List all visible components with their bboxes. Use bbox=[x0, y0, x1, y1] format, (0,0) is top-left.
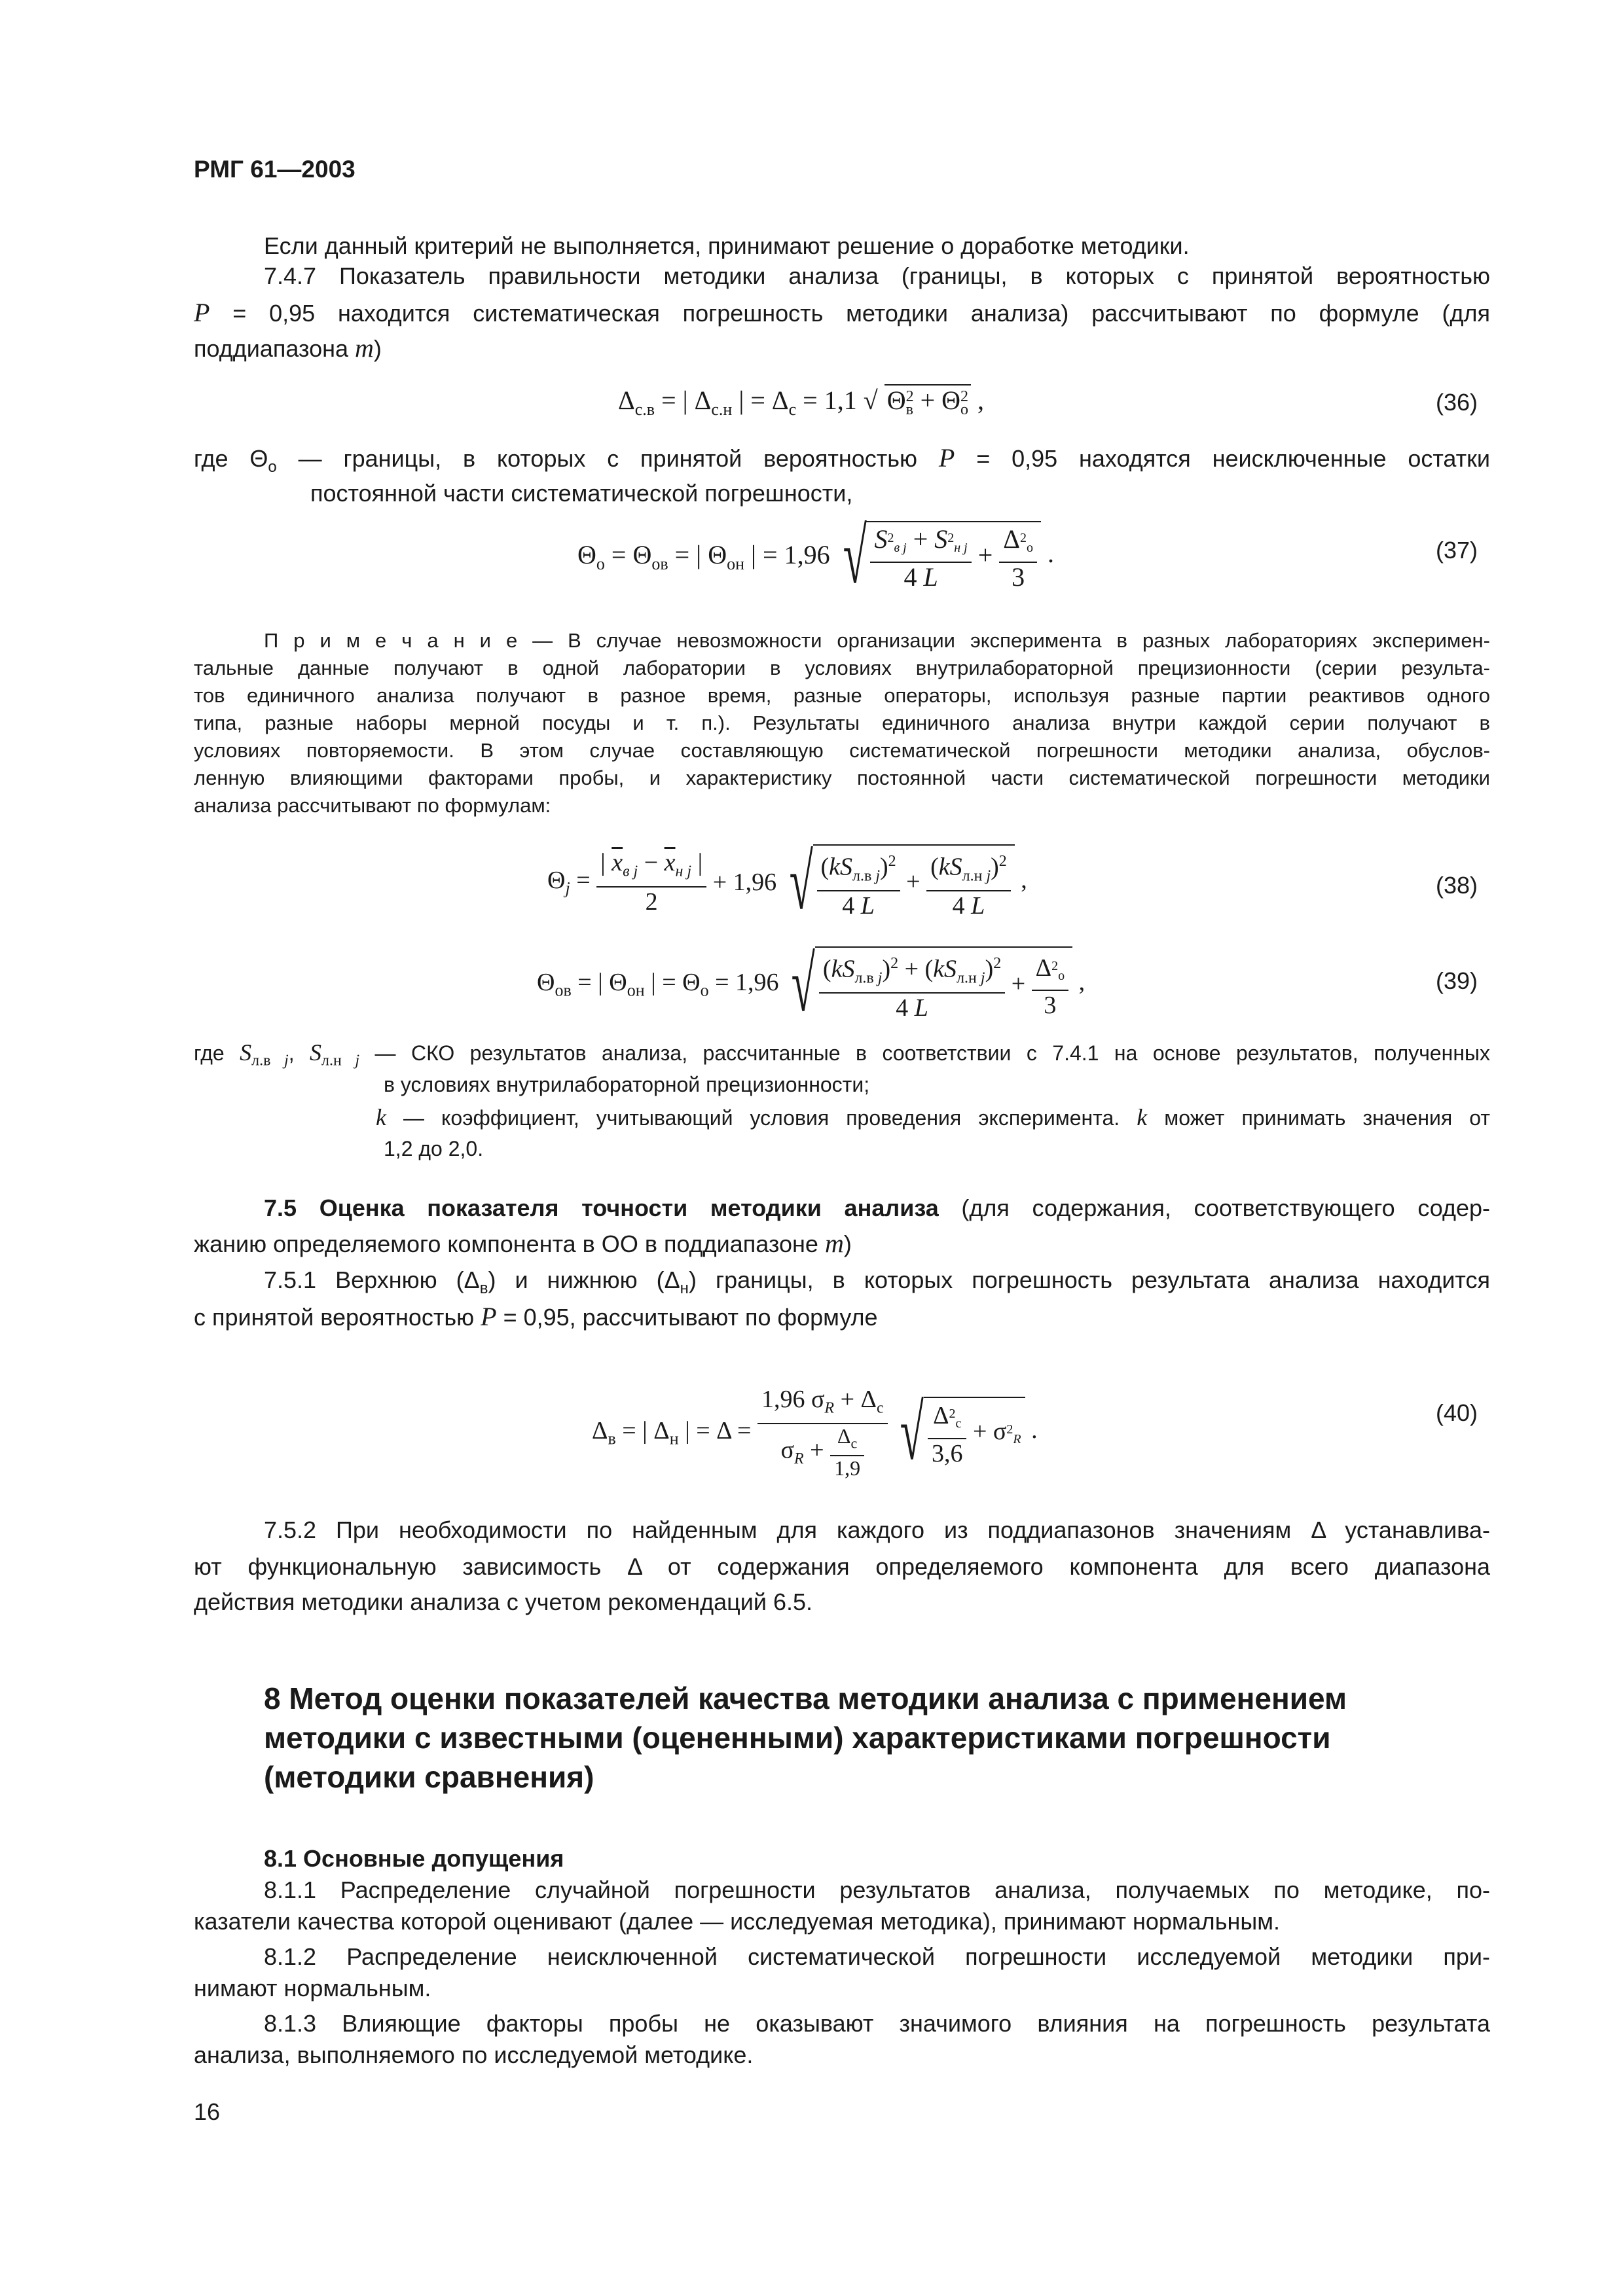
page-number: 16 bbox=[194, 2098, 221, 2125]
definition-theta-o-line1: где $\Theta_о$ — границы, в которых с принятой вероятностью P = 0,95 находятся неисключенные остатки bbox=[194, 443, 1491, 476]
section-8-heading-line1: 8 Метод оценки показателей качества методики анализа с применением bbox=[264, 1681, 1347, 1715]
paragraph-8-1-2-line2: нимают нормальным. bbox=[194, 1975, 431, 2001]
paragraph-7-5-2-line1: 7.5.2 При необходимости по найденным для каждого из поддиапазонов значениям Δ устанавлива- bbox=[264, 1516, 1490, 1543]
paragraph-8-1-3-line1: 8.1.3 Влияющие факторы пробы не оказывают значимого влияния на погрешность результата bbox=[264, 2010, 1490, 2037]
paragraph-7-4-7-line3: поддиапазона m) bbox=[194, 333, 382, 363]
formula-36: $\Delta_{с.в}$ = | $\Delta_{с.н}$ | = $\Delta_с = 1,1$ √ Θ 2 в + Θ 2 о , bbox=[618, 386, 985, 419]
section-7-5-line1: 7.5 Оценка показателя точности методики анализа (для содержания, соответствующего содер- bbox=[264, 1194, 1490, 1221]
note-line3: тов единичного анализа получают в разное время, разные операторы, используя разные партии реактивов одного bbox=[194, 684, 1490, 707]
equation-number-36: (36) bbox=[1436, 389, 1478, 416]
note-line2: тальные данные получают в одной лаборатории в условиях внутрилабораторной прецизионности (серии результа- bbox=[194, 656, 1490, 679]
paragraph-7-5-1-line2: с принятой вероятностью P = 0,95, рассчитывают по формуле bbox=[194, 1302, 878, 1331]
paragraph-8-1-1-line2: казатели качества которой оценивают (далее — исследуемая методика), принимают нормальным. bbox=[194, 1908, 1280, 1935]
document-code-header: РМГ 61—2003 bbox=[194, 156, 356, 183]
formula-40: $\Delta_в$ = | $\Delta_н$ | = Δ = 1,96 $\sigma_R + \Delta_с$ $\sigma_R$ + $\frac{\Delta_с}{1,9}$ √ $\frac{\Delta^2_с}{3,6}$ + $\sigma^2_R$ . bbox=[592, 1386, 1038, 1480]
section-8-heading-line3: (методики сравнения) bbox=[264, 1760, 594, 1794]
equation-number-38: (38) bbox=[1436, 872, 1478, 899]
paragraph-7-4-7-line2: P = 0,95 находится систематическая погрешность методики анализа) рассчитывают по формуле (для bbox=[194, 298, 1490, 327]
section-8-heading-line2: методики с известными (оцененными) характеристиками погрешности bbox=[264, 1721, 1331, 1755]
paragraph-8-1-2-line1: 8.1.2 Распределение неисключенной систематической погрешности исследуемой методики при- bbox=[264, 1943, 1490, 1970]
paragraph-7-5-2-line2: ют функциональную зависимость Δ от содержания определяемого компонента для всего диапазона bbox=[194, 1553, 1490, 1580]
note-line6: ленную влияющими факторами пробы, и характеристику постоянной части систематической погрешности методики bbox=[194, 766, 1490, 789]
paragraph-7-5-2-line3: действия методики анализа с учетом рекомендаций 6.5. bbox=[194, 1588, 813, 1615]
note-line1: П р и м е ч а н и е — В случае невозможности организации эксперимента в разных лабораториях эксперимен- bbox=[264, 629, 1490, 652]
section-7-5-heading: 7.5 Оценка показателя точности методики анализа bbox=[264, 1194, 939, 1221]
equation-number-39: (39) bbox=[1436, 967, 1478, 994]
definition-k-line1: k — коэффициент, учитывающий условия проведения эксперимента. k может принимать значения от bbox=[376, 1104, 1491, 1130]
paragraph-8-1-1-line1: 8.1.1 Распределение случайной погрешности результатов анализа, получаемых по методике, по- bbox=[264, 1876, 1490, 1903]
definition-s-line1: где $S_{л.в j}$, $S_{л.н j}$ — СКО результатов анализа, рассчитанные в соответствии с 7.4.1 на основе результатов, полученных bbox=[194, 1039, 1491, 1069]
note-label: П р и м е ч а н и е bbox=[264, 629, 518, 652]
formula-39: $\Theta_{ов}$ = | $\Theta_{он}$ | = $\Theta_о = 1,96$ √ $\frac{(kS_{л.в j})^2 + (kS_{л.н j})^2}{4 L}$ + $\frac{\Delta^2_о}{3}$ , bbox=[537, 941, 1085, 1028]
section-8-1-heading: 8.1 Основные допущения bbox=[264, 1845, 564, 1872]
paragraph-criterion: Если данный критерий не выполняется, принимают решение о доработке методики. bbox=[264, 232, 1190, 259]
definition-k-line2: 1,2 до 2,0. bbox=[384, 1137, 484, 1160]
paragraph-8-1-3-line2: анализа, выполняемого по исследуемой методике. bbox=[194, 2041, 754, 2068]
formula-37: $\Theta_о = \Theta_{ов}$ = | $\Theta_{он}$ | = 1,96 √ $\frac{S^2_{в j} + S^2_{н j}}{4 L}$ + $\frac{\Delta^2_о}{3}$ . bbox=[577, 512, 1055, 600]
paragraph-7-4-7-line1: 7.4.7 Показатель правильности методики анализа (границы, в которых с принятой вероятностью bbox=[264, 262, 1490, 289]
equation-number-37: (37) bbox=[1436, 537, 1478, 564]
equation-number-40: (40) bbox=[1436, 1399, 1478, 1426]
formula-38: $\Theta_j$ = $\frac{| \overline{x}_{в j} - \overline{x}_{н j} |}{2}$ + 1,96 √ $\frac{(kS_{л.в j})^2}{4 L}$ + $\frac{(kS_{л.н j})^2}{4 L}$ , bbox=[547, 838, 1027, 925]
note-line4: типа, разные наборы мерной посуды и т. п.). Результаты единичного анализа внутри каждой серии получают в bbox=[194, 711, 1490, 734]
paragraph-7-5-1-line1: 7.5.1 Верхнюю $(\Delta_в)$ и нижнюю $(\Delta_н)$ границы, в которых погрешность результата анализа находится bbox=[264, 1266, 1491, 1298]
note-line7: анализа рассчитывают по формулам: bbox=[194, 794, 551, 817]
definition-s-line2: в условиях внутрилабораторной прецизионности; bbox=[384, 1073, 870, 1096]
note-line5: условиях повторяемости. В этом случае составляющую систематической погрешности методики анализа, обуслов- bbox=[194, 739, 1490, 762]
section-7-5-line2: жанию определяемого компонента в ОО в поддиапазоне m) bbox=[194, 1229, 852, 1258]
definition-theta-o-line2: постоянной части систематической погрешности, bbox=[310, 480, 853, 507]
